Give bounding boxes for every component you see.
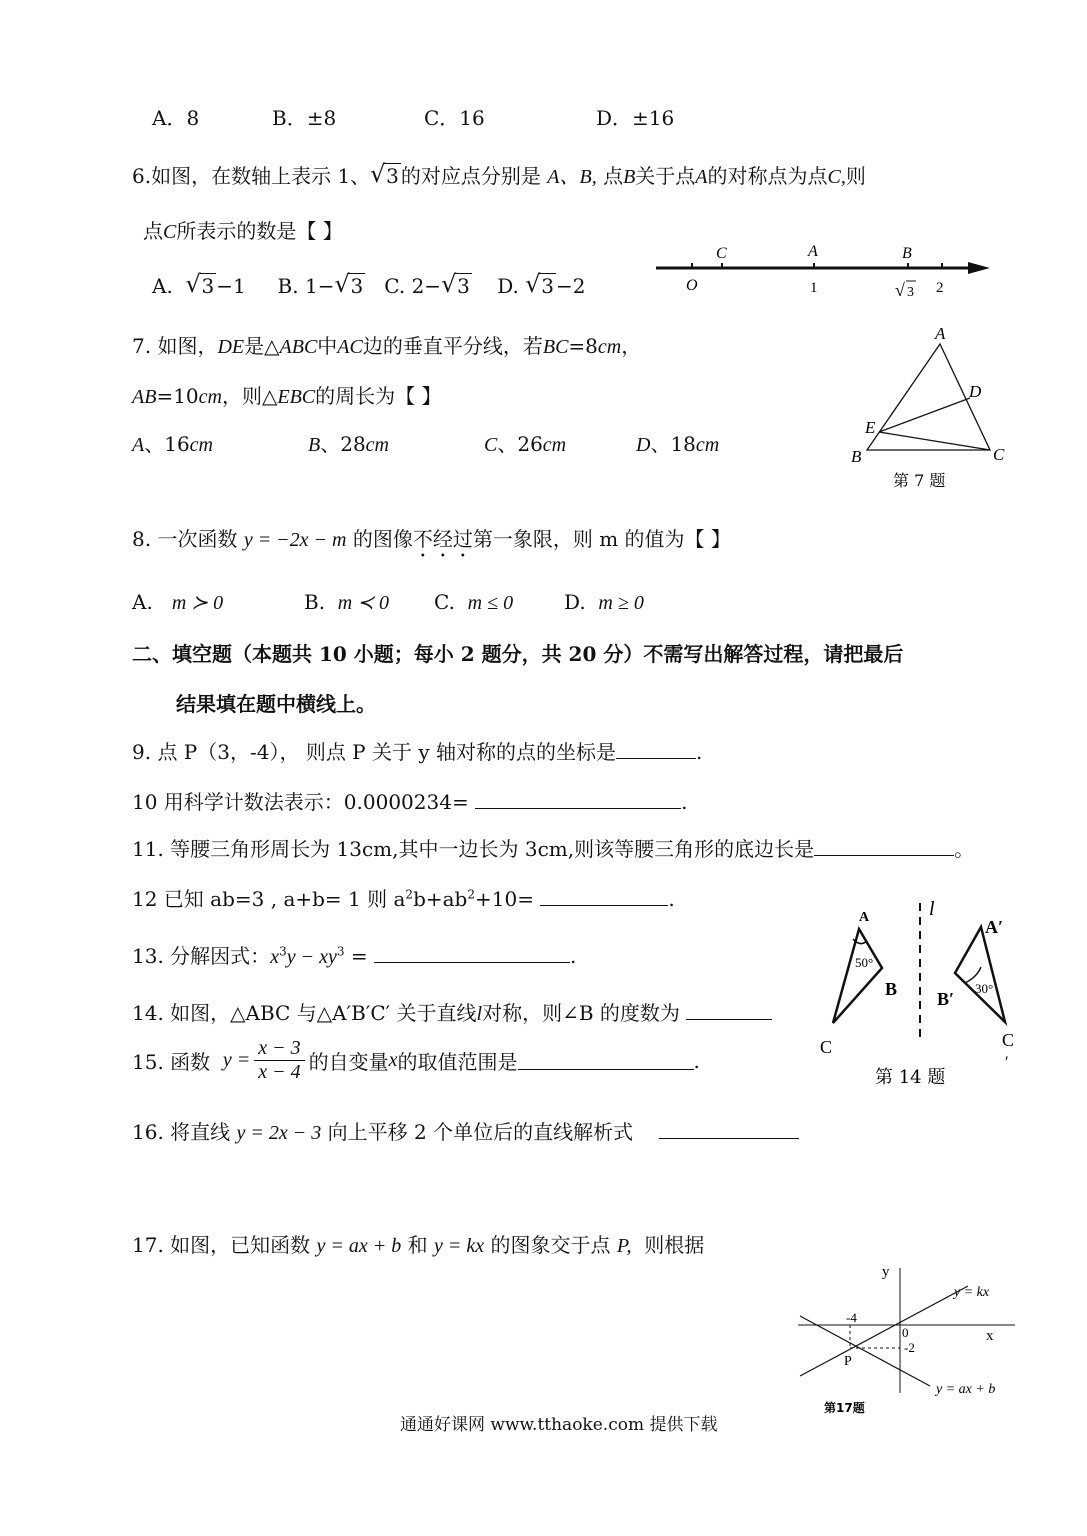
q7-option-value: 、26 <box>497 432 543 456</box>
q17-caption: 第17题 <box>824 1401 865 1415</box>
sqrt-symbol: √ 3 <box>185 270 215 298</box>
q6-text: 关于点 <box>635 164 696 188</box>
section2-heading-cont: 结果填在题中横线上。 <box>176 692 376 716</box>
q7-text: EBC <box>277 386 316 408</box>
q15-answer-blank[interactable] <box>518 1051 694 1070</box>
q11-answer-blank[interactable] <box>814 837 954 856</box>
q15-text: 的取值范围是 <box>397 1050 518 1074</box>
q7-triangle-figure <box>845 320 1020 495</box>
q8-option-d <box>564 590 644 614</box>
q8-options <box>132 590 644 615</box>
q17-formula: y = kx <box>434 1235 485 1257</box>
q7-text: AB <box>132 386 157 408</box>
vertex-b-right: B′ <box>937 989 955 1009</box>
q13-var: x <box>270 946 280 968</box>
q13-end: . <box>569 944 577 968</box>
q7-line1 <box>132 330 641 359</box>
q15-var: x <box>388 1049 398 1071</box>
q7-option-unit: cm <box>542 434 567 456</box>
q7-option-value: 、28 <box>320 432 366 456</box>
q8-emphasis: 不经过 <box>412 527 473 551</box>
q7-option-unit: cm <box>189 434 213 456</box>
q15-text: 15. 函数 <box>132 1050 211 1074</box>
q7-text: 是△ <box>244 334 280 358</box>
q7-caption: 第 7 题 <box>893 471 946 490</box>
q7-option-d <box>636 432 719 456</box>
q16-text: 向上平移 2 个单位后的直线解析式 <box>327 1120 634 1144</box>
q14-text: 14. 如图，△ABC 与△A′B′C′ 关于直线 <box>132 1001 477 1025</box>
q10-text: 10 用科学计数法表示：0.0000234= <box>132 790 469 814</box>
number-line-figure <box>650 238 995 302</box>
q13-equals: = <box>344 944 374 968</box>
label-c: C <box>716 245 727 262</box>
q6-text: 所表示的数是【 】 <box>176 219 343 243</box>
q15-y: y = <box>222 1049 251 1071</box>
q6-text: C, <box>827 166 846 188</box>
q12-text: b+ab <box>413 887 468 911</box>
q7-option-value: 、18 <box>650 432 696 456</box>
q7-option-unit: cm <box>365 434 389 456</box>
q16-answer-blank[interactable] <box>659 1120 799 1139</box>
q6-text: 的对应点分别是 <box>400 164 541 188</box>
q15-end: . <box>693 1048 700 1073</box>
sqrt-radicand: 3 <box>457 274 470 298</box>
q17-formula: y = ax + b <box>316 1235 402 1257</box>
q17-text: 的图象交于点 <box>490 1233 611 1257</box>
q7-text: =8 <box>568 334 598 358</box>
q7-text: ，则△ <box>221 384 278 408</box>
q8-option-letter: D. <box>564 590 586 614</box>
q17-text: 则根据 <box>644 1233 705 1257</box>
vertex-c-right-prime: ′ <box>1005 1054 1009 1071</box>
q15-line <box>132 1037 700 1084</box>
line-y-kx <box>800 1286 968 1376</box>
sqrt-radicand: 3 <box>386 164 399 188</box>
q8-option-c <box>434 590 564 615</box>
q7-text: AC <box>337 336 363 358</box>
page-footer: 通通好课网 www.tthaoke.com 提供下载 <box>400 1415 718 1435</box>
q11-text: 11. 等腰三角形周长为 13cm,其中一边长为 3cm,则该等腰三角形的底边长是 <box>132 837 815 861</box>
axis-label-y: y <box>882 1264 890 1280</box>
q6-option-b-value: 1− <box>304 274 335 298</box>
q7-option-unit: cm <box>695 434 720 456</box>
q7-text: =10 <box>156 384 199 408</box>
q13-expr: y − xy <box>286 946 337 968</box>
q14-symmetry-figure <box>815 895 1030 1090</box>
q14-caption: 第 14 题 <box>875 1067 946 1088</box>
vertex-b: B <box>851 447 862 466</box>
q13-answer-blank[interactable] <box>374 944 570 963</box>
q6-option-c: C. <box>384 274 406 298</box>
vertex-a-left: A <box>859 910 870 925</box>
q8-text: 第一象限，则 m 的值为【 】 <box>472 527 731 551</box>
q5-option-b: B．±8 <box>272 106 337 130</box>
q16-text: 16. 将直线 <box>132 1120 231 1144</box>
vertex-b-left: B <box>885 979 898 999</box>
tick-label-neg2: -2 <box>904 1340 915 1355</box>
q6-text: A <box>695 166 708 188</box>
q6-option-b: B. <box>277 274 299 298</box>
q16-line <box>132 1116 799 1145</box>
axis-label-l: l <box>929 898 935 920</box>
q7-option-value: 、16 <box>144 432 190 456</box>
q10-end: . <box>681 790 688 814</box>
q6-line1 <box>132 160 866 189</box>
q14-line-l: l <box>476 1003 483 1025</box>
q6-text: 点 <box>603 164 624 188</box>
q12-text: +10= <box>475 887 534 911</box>
q7-text: cm <box>597 336 622 358</box>
q6-option-d-value: −2 <box>556 274 586 298</box>
sqrt-radicand: 3 <box>201 274 215 298</box>
vertex-c-left: C <box>820 1037 833 1057</box>
q16-formula: y = 2x − 3 <box>236 1122 322 1144</box>
label-y-ax-b: y = ax + b <box>936 1382 996 1397</box>
triangle-abc-right <box>955 927 1005 1022</box>
q11-end: 。 <box>954 837 975 861</box>
q5-option-d: D．±16 <box>596 106 675 130</box>
label-b: B <box>902 245 912 262</box>
point-p-label: P <box>844 1354 852 1369</box>
q7-option-a <box>132 428 308 457</box>
sqrt-symbol: √ 3 <box>441 270 470 298</box>
q13-exponent: 3 <box>336 944 345 959</box>
q14-text: 对称，则∠B 的度数为 <box>482 1001 680 1025</box>
label-y-kx: y = kx <box>954 1285 990 1300</box>
q7-options <box>132 428 719 457</box>
q10-answer-blank[interactable] <box>475 790 681 809</box>
q8-option-expr: m ≻ 0 <box>171 592 224 614</box>
q8-formula: y = −2x − m <box>243 529 347 551</box>
vertex-c: C <box>993 445 1005 464</box>
label-sqrt3: 3 <box>907 285 914 300</box>
q12-exponent: 2 <box>405 887 414 902</box>
q7-text: 的周长为【 】 <box>315 384 442 408</box>
q12-exponent: 2 <box>467 887 475 902</box>
tick-label-neg4: -4 <box>846 1310 857 1325</box>
label-o: O <box>686 277 698 294</box>
sqrt-radicand: 3 <box>350 274 364 298</box>
q8-option-b <box>304 590 434 615</box>
q17-line <box>132 1229 704 1258</box>
q7-option-c <box>484 428 636 457</box>
q7-option-letter: A <box>132 434 145 456</box>
q7-text: 中 <box>317 334 338 358</box>
q5-options <box>152 102 674 131</box>
q7-option-letter: D <box>636 434 651 456</box>
vertex-d: D <box>969 382 982 401</box>
q6-text: 点 <box>143 219 163 243</box>
q6-text: A、B, <box>547 166 597 188</box>
q6-text: 6.如图，在数轴上表示 1、 <box>132 164 371 188</box>
q12-text: 12 已知 ab=3 , a+b= 1 则 a <box>132 887 406 911</box>
q6-line2 <box>143 215 343 244</box>
vertex-e: E <box>865 418 876 437</box>
sqrt-symbol: √ 3 <box>370 160 399 188</box>
q6-text: C <box>163 221 177 243</box>
q12-end: . <box>668 887 675 911</box>
q7-option-letter: C <box>484 434 498 456</box>
vertex-c-right: C <box>1002 1030 1015 1050</box>
q8-option-letter: B. <box>304 590 326 614</box>
q6-text: B <box>623 166 636 188</box>
q6-options <box>152 270 586 298</box>
q11-line <box>132 833 974 862</box>
q17-text: 和 <box>407 1233 428 1257</box>
q6-option-a-value: −1 <box>216 274 246 298</box>
q6-option-c-value: 2− <box>411 274 442 298</box>
q8-text: 8. 一次函数 <box>132 527 238 551</box>
sqrt-radicand: 3 <box>541 274 555 298</box>
q15-numerator: x − 3 <box>254 1037 304 1061</box>
label-a: A <box>808 243 818 260</box>
q6-text: 的对称点为点 <box>707 164 828 188</box>
q7-text: cm <box>198 386 222 408</box>
section2-heading: 二、填空题（本题共 10 小题；每小 2 题分，共 20 分）不需写出解答过程，请把最后 <box>132 642 904 666</box>
q13-text: 13. 分解因式： <box>132 944 271 968</box>
q13-exponent: 3 <box>279 944 287 959</box>
number-line-arrow <box>968 262 990 274</box>
q7-line2 <box>132 380 442 409</box>
label-sqrt-symbol: √ <box>895 280 905 300</box>
q7-text: DE <box>217 336 245 358</box>
q7-text: 7. 如图， <box>132 334 218 358</box>
q8-option-expr: m ≺ 0 <box>337 592 389 614</box>
q7-option-b <box>308 428 484 457</box>
q8-option-expr: m ≥ 0 <box>598 592 644 614</box>
q10-line <box>132 786 687 815</box>
q9-end: . <box>696 740 703 764</box>
q8-option-expr: m ≤ 0 <box>467 592 514 614</box>
q8-option-letter: C. <box>434 590 455 614</box>
q17-text: 17. 如图，已知函数 <box>132 1233 311 1257</box>
angle-label-30: 30° <box>975 981 994 996</box>
q12-answer-blank[interactable] <box>540 887 668 906</box>
q7-text: BC <box>542 336 569 358</box>
q15-denominator: x − 4 <box>258 1061 301 1083</box>
vertex-a-right: A′ <box>985 917 1004 937</box>
q6-text: 则 <box>845 164 866 188</box>
q9-line <box>132 736 702 765</box>
q5-option-a: A．8 <box>152 106 200 130</box>
q8-line <box>132 523 731 562</box>
q5-option-c: C．16 <box>424 106 485 130</box>
angle-label-50: 50° <box>855 955 874 970</box>
q7-text: ABC <box>279 336 318 358</box>
label-2: 2 <box>936 280 944 296</box>
sqrt-symbol: √ 3 <box>525 270 555 298</box>
q15-text: 的自变量 <box>308 1050 389 1074</box>
label-1: 1 <box>810 280 818 296</box>
vertex-a: A <box>935 324 946 343</box>
q17-point: P, <box>616 1235 632 1257</box>
q12-line <box>132 883 675 912</box>
q8-text: 的图像 <box>352 527 413 551</box>
q13-line <box>132 940 576 969</box>
q6-option-d: D. <box>497 274 519 298</box>
q15-fraction <box>254 1037 304 1084</box>
q14-answer-blank[interactable] <box>686 1001 772 1020</box>
q8-option-letter: A. <box>132 590 153 614</box>
q7-text: 边的垂直平分线，若 <box>362 334 543 358</box>
q7-text: ， <box>621 334 642 358</box>
origin-label: 0 <box>902 1325 909 1340</box>
q9-answer-blank[interactable] <box>616 740 696 759</box>
q8-option-a <box>132 590 304 615</box>
sqrt-symbol: √ 3 <box>334 270 364 298</box>
segment-ec <box>879 432 990 450</box>
q7-option-letter: B <box>308 434 321 456</box>
q14-line <box>132 997 772 1026</box>
q17-graph-figure <box>790 1258 1035 1423</box>
q9-text: 9. 点 P（3，-4）， 则点 P 关于 y 轴对称的点的坐标是 <box>132 740 617 764</box>
q6-option-a: A. <box>152 274 173 298</box>
segment-ed <box>879 398 970 432</box>
axis-label-x: x <box>986 1328 994 1344</box>
